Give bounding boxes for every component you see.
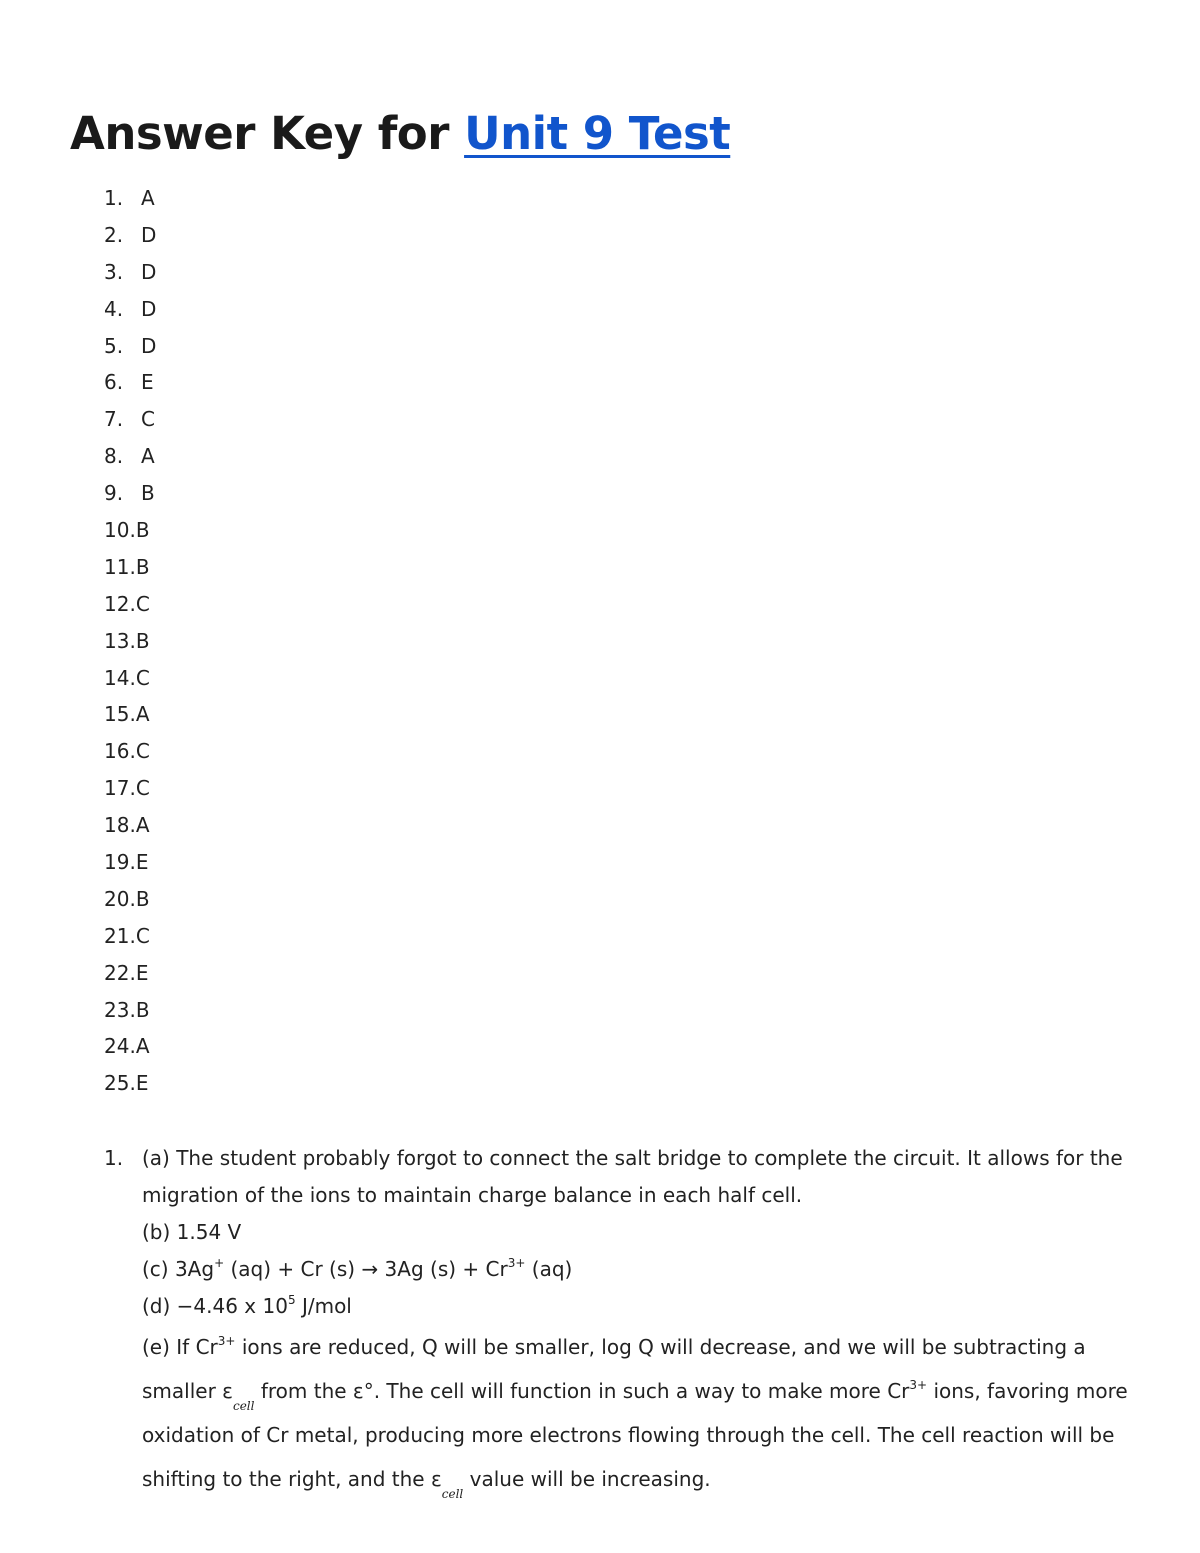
answer-number: 14. bbox=[104, 665, 136, 690]
cr-charge-2: 3+ bbox=[909, 1378, 928, 1392]
answer-item bbox=[104, 364, 156, 401]
answer-number: 25. bbox=[104, 1071, 136, 1096]
part-c bbox=[142, 1251, 1142, 1288]
answer-number: 15. bbox=[104, 702, 136, 727]
answer-item bbox=[104, 475, 156, 512]
answer-letter: E bbox=[135, 850, 149, 875]
answer-item bbox=[104, 1028, 156, 1065]
answer-item bbox=[104, 660, 156, 697]
answer-letter: B bbox=[135, 997, 150, 1022]
answer-letter: C bbox=[141, 407, 155, 432]
answer-number: 19. bbox=[104, 850, 136, 875]
cr-charge-1: 3+ bbox=[217, 1334, 236, 1348]
answer-item bbox=[104, 401, 156, 438]
answer-letter: A bbox=[135, 1034, 150, 1059]
answer-letter: E bbox=[135, 1071, 149, 1096]
title-prefix: Answer Key for bbox=[70, 107, 449, 160]
answer-item bbox=[104, 881, 156, 918]
answer-item bbox=[104, 623, 156, 660]
part-e-text-3: from the ε°. The cell will function in such a way to make more Cr bbox=[254, 1379, 910, 1403]
answer-number: 16. bbox=[104, 739, 136, 764]
answer-number: 4. bbox=[104, 296, 124, 321]
answer-number: 11. bbox=[104, 554, 136, 579]
answer-item bbox=[104, 733, 156, 770]
part-c-text-3: (aq) bbox=[525, 1257, 573, 1281]
answer-number: 2. bbox=[104, 222, 124, 247]
answer-letter: D bbox=[141, 333, 157, 358]
answer-item bbox=[104, 328, 156, 365]
answer-letter: D bbox=[141, 222, 157, 247]
cr-charge: 3+ bbox=[507, 1256, 526, 1270]
answer-letter: A bbox=[135, 813, 150, 838]
answer-letter: D bbox=[141, 296, 157, 321]
part-c-text-1: (c) 3Ag bbox=[142, 1257, 215, 1281]
answer-letter: B bbox=[135, 628, 150, 653]
answer-item bbox=[104, 955, 156, 992]
cell-subscript-2: cell bbox=[441, 1487, 464, 1501]
answer-number: 9. bbox=[104, 481, 124, 506]
answer-item bbox=[104, 586, 156, 623]
part-e bbox=[142, 1325, 1142, 1501]
answer-letter: E bbox=[135, 960, 149, 985]
multiple-choice-answers bbox=[104, 180, 156, 1102]
part-b: (b) 1.54 V bbox=[142, 1220, 242, 1244]
part-d-text-1: (d) −4.46 x 10 bbox=[142, 1294, 288, 1318]
answer-letter: C bbox=[135, 591, 150, 616]
answer-letter: B bbox=[135, 518, 150, 543]
free-response-number: 1. bbox=[104, 1146, 124, 1170]
page-title bbox=[70, 103, 730, 165]
part-d-text-2: J/mol bbox=[295, 1294, 352, 1318]
answer-letter: C bbox=[135, 739, 150, 764]
answer-item bbox=[104, 512, 156, 549]
answer-letter: E bbox=[141, 370, 154, 395]
answer-item bbox=[104, 992, 156, 1029]
part-a: (a) The student probably forgot to connect the salt bridge to complete the circuit. It allows for the migration of the ions to maintain charge balance in each half cell. bbox=[142, 1146, 1123, 1207]
answer-number: 6. bbox=[104, 370, 124, 395]
answer-letter: C bbox=[135, 665, 150, 690]
answer-letter: D bbox=[141, 259, 157, 284]
answer-number: 7. bbox=[104, 407, 124, 432]
answer-number: 18. bbox=[104, 813, 136, 838]
answer-number: 1. bbox=[104, 186, 124, 210]
answer-item bbox=[104, 180, 156, 217]
answer-number: 13. bbox=[104, 628, 136, 653]
answer-number: 22. bbox=[104, 960, 136, 985]
exponent: 5 bbox=[287, 1293, 296, 1307]
answer-item bbox=[104, 918, 156, 955]
answer-number: 12. bbox=[104, 591, 136, 616]
answer-number: 24. bbox=[104, 1034, 136, 1059]
answer-number: 5. bbox=[104, 333, 124, 358]
part-e-text-1: (e) If Cr bbox=[142, 1335, 218, 1359]
answer-letter: B bbox=[135, 886, 150, 911]
answer-item bbox=[104, 549, 156, 586]
part-e-text-5: value will be increasing. bbox=[463, 1467, 711, 1491]
ag-charge: + bbox=[214, 1256, 225, 1270]
answer-letter: A bbox=[141, 186, 155, 210]
answer-item bbox=[104, 254, 156, 291]
answer-item bbox=[104, 291, 156, 328]
part-d bbox=[142, 1288, 1142, 1325]
part-c-text-2: (aq) + Cr (s) → 3Ag (s) + Cr bbox=[224, 1257, 508, 1281]
unit-test-link[interactable]: Unit 9 Test bbox=[464, 107, 731, 160]
answer-letter: B bbox=[141, 481, 155, 506]
answer-letter: A bbox=[135, 702, 150, 727]
answer-item bbox=[104, 438, 156, 475]
answer-letter: A bbox=[141, 444, 155, 469]
answer-letter: C bbox=[135, 776, 150, 801]
cell-subscript-1: cell bbox=[232, 1399, 255, 1413]
part-e-text-4: ions, favoring more oxidation of Cr metal, producing more electrons flowing through the cell. The cell reaction will be shifting to the right, and the ε bbox=[142, 1379, 1128, 1491]
answer-number: 23. bbox=[104, 997, 136, 1022]
answer-item bbox=[104, 217, 156, 254]
answer-number: 20. bbox=[104, 886, 136, 911]
answer-number: 17. bbox=[104, 776, 136, 801]
answer-letter: C bbox=[135, 923, 150, 948]
answer-number: 8. bbox=[104, 444, 124, 469]
answer-item bbox=[104, 696, 156, 733]
free-response-body bbox=[142, 1140, 1142, 1501]
answer-number: 21. bbox=[104, 923, 136, 948]
answer-number: 3. bbox=[104, 259, 124, 284]
answer-item bbox=[104, 1065, 156, 1102]
answer-number: 10. bbox=[104, 518, 136, 543]
part-e-text-2: ions are reduced, Q will be smaller, log Q will decrease, and we will be subtracting a smaller ε bbox=[142, 1335, 1086, 1403]
answer-item bbox=[104, 770, 156, 807]
answer-item bbox=[104, 844, 156, 881]
answer-letter: B bbox=[135, 554, 150, 579]
answer-item bbox=[104, 807, 156, 844]
